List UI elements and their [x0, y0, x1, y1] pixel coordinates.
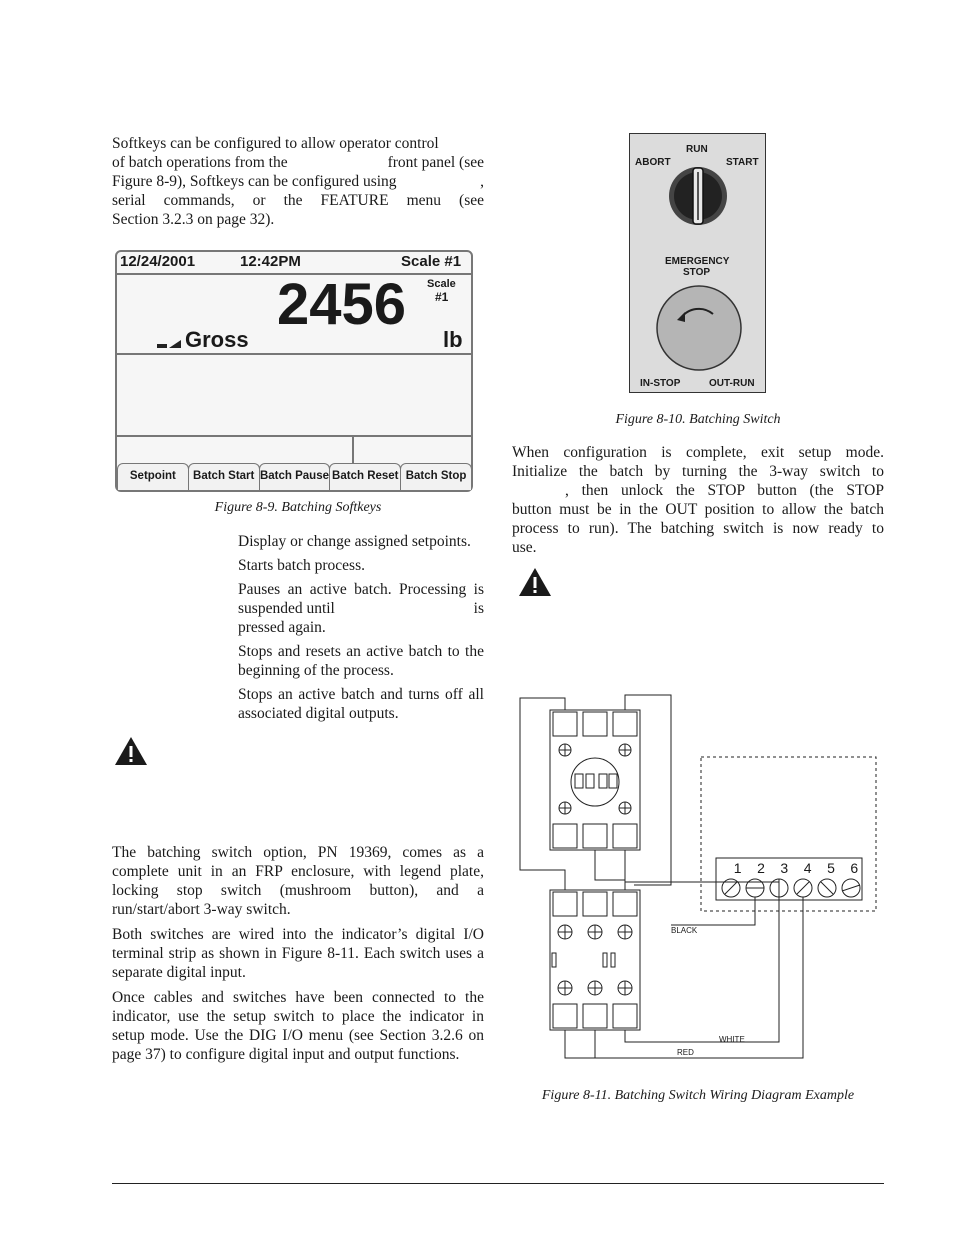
terminal-4: 4 [803, 860, 812, 876]
weight-value: 2456 [277, 272, 407, 337]
right-line-5: process to run). The batching switch is now ready to [512, 520, 884, 537]
display-weight-area [117, 273, 471, 355]
weight-unit: lb [443, 327, 463, 352]
figure-8-10-caption: Figure 8-10. Batching Switch [615, 412, 781, 427]
wiring-paragraph: Both switches are wired into the indicator’s digital I/O terminal strip as shown in Figure 8-11. Each switch uses a separate digital input. [112, 926, 484, 981]
intro-line-3b: , [480, 173, 484, 190]
right-line-1: When configuration is complete, exit setup mode. [512, 444, 884, 461]
batch-pause-line-1: Pauses an active batch. Processing is [238, 581, 484, 598]
left-body-text [112, 843, 484, 1070]
right-line-6: use. [512, 539, 537, 556]
red-wire-label: RED [677, 1048, 694, 1057]
black-wire-label: BLACK [671, 926, 698, 935]
terminal-3: 3 [780, 860, 789, 876]
display-message-area [117, 355, 471, 437]
start-label: START [726, 157, 759, 168]
gross-indicator-icon [157, 335, 181, 341]
display-divider [352, 435, 354, 464]
batch-pause-line-2b: is [473, 600, 484, 617]
softkey-batch-stop[interactable]: Batch Stop [400, 463, 472, 490]
batch-start-description: Starts batch process. [238, 557, 365, 574]
emergency-stop-button-icon[interactable] [655, 284, 743, 377]
wiring-diagram [512, 690, 884, 1065]
terminal-number-row [726, 860, 866, 876]
batch-pause-description [238, 580, 484, 637]
figure-8-11-caption: Figure 8-11. Batching Switch Wiring Diagram Example [541, 1088, 855, 1103]
intro-line-3a: Figure 8-9), Softkeys can be configured using [112, 173, 397, 190]
run-label: RUN [686, 144, 708, 155]
terminal-5: 5 [827, 860, 835, 876]
intro-line-2b: front panel (see [387, 154, 484, 171]
warning-icon-right [517, 566, 553, 603]
setpoint-description: Display or change assigned setpoints. [238, 533, 471, 550]
indicator-display [115, 250, 473, 492]
intro-line-2a: of batch operations from the [112, 154, 288, 171]
softkey-description-list [238, 532, 484, 728]
batching-switch-panel [629, 133, 766, 393]
display-date: 12/24/2001 [120, 253, 196, 270]
batching-switch-paragraph: The batching switch option, PN 19369, comes as a complete unit in an FRP enclosure, with legend plate, locking stop switch (mushroom button), and a run/start/abort 3-way switch. [112, 844, 484, 918]
out-run-label: OUT-RUN [709, 378, 755, 389]
intro-line-1: Softkeys can be configured to allow operator control [112, 135, 439, 152]
right-line-3: , then unlock the STOP button (the STOP [565, 482, 884, 499]
warning-icon [113, 735, 149, 772]
abort-label: ABORT [635, 157, 671, 168]
softkey-bar [117, 463, 471, 490]
stop-label: STOP [683, 267, 711, 278]
intro-line-4: serial commands, or the FEATURE menu (see [112, 192, 484, 209]
three-way-switch-icon[interactable] [668, 166, 728, 231]
softkey-batch-reset[interactable]: Batch Reset [329, 463, 401, 490]
terminal-2: 2 [757, 860, 765, 876]
wiring-diagram-svg [512, 690, 884, 1065]
display-scale-title: Scale #1 [401, 253, 462, 270]
batch-pause-line-2a: suspended until [238, 600, 335, 617]
weight-mode: Gross [185, 327, 249, 352]
batch-pause-line-3: pressed again. [238, 619, 326, 636]
right-line-4: button must be in the OUT position to allow the batch [512, 501, 884, 518]
right-line-2: Initialize the batch by turning the 3-way switch to [512, 463, 884, 480]
softkey-batch-start[interactable]: Batch Start [188, 463, 260, 490]
softkey-batch-pause[interactable]: Batch Pause [259, 463, 331, 490]
in-stop-label: IN-STOP [640, 378, 681, 389]
scale-small-number: #1 [435, 290, 449, 304]
batch-reset-description: Stops and resets an active batch to the beginning of the process. [238, 643, 484, 679]
display-time: 12:42PM [240, 253, 301, 270]
display-lower-area [117, 435, 471, 464]
terminal-1: 1 [733, 860, 742, 876]
emergency-label: EMERGENCY [665, 256, 730, 267]
intro-line-5: Section 3.2.3 on page 32). [112, 211, 275, 228]
right-body-text [512, 443, 884, 557]
footer-rule [112, 1183, 884, 1184]
batch-stop-description: Stops an active batch and turns off all associated digital outputs. [238, 686, 484, 722]
figure-8-9-caption: Figure 8-9. Batching Softkeys [214, 500, 382, 515]
softkey-setpoint[interactable]: Setpoint [117, 463, 189, 490]
terminal-6: 6 [850, 860, 859, 876]
setup-paragraph: Once cables and switches have been connected to the indicator, use the setup switch to place the indicator in setup mode. Use the DIG I/O menu (see Section 3.2.6 on page 37) to configure digital input and output functions. [112, 989, 484, 1063]
white-wire-label: WHITE [719, 1035, 745, 1044]
intro-paragraph [112, 134, 484, 229]
scale-small-label: Scale [427, 278, 456, 290]
